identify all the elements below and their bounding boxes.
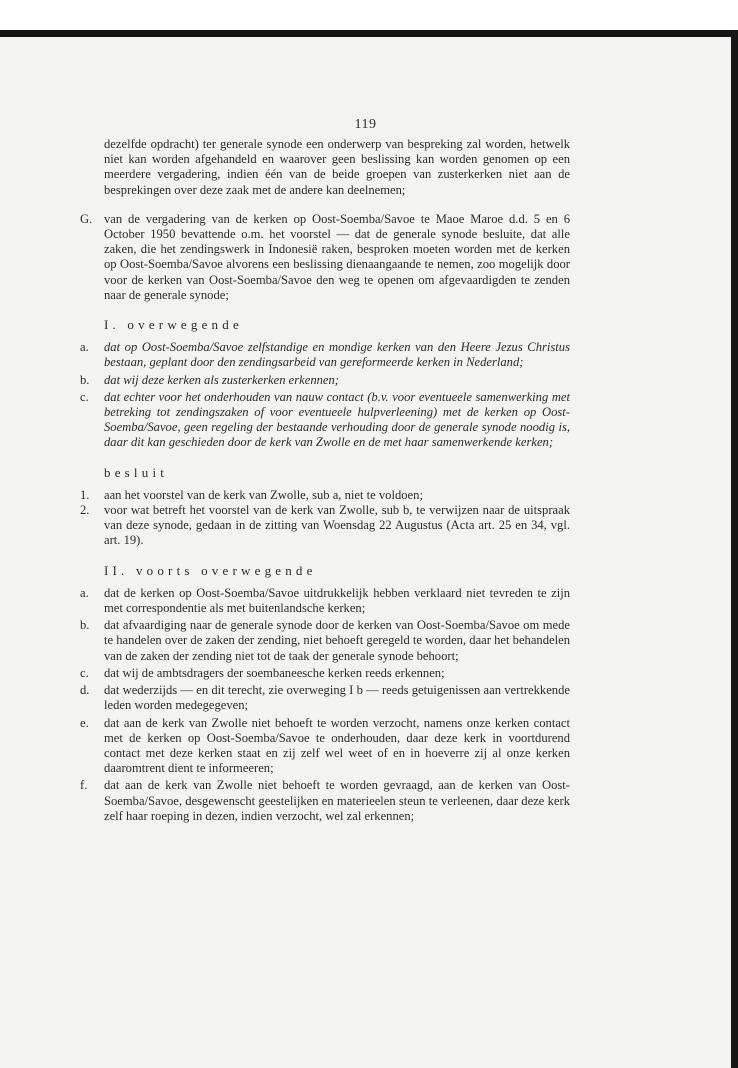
item-label: d.	[80, 683, 90, 698]
list-item	[80, 716, 570, 777]
decisions-list	[80, 488, 570, 549]
item-text: dat wij deze kerken als zusterkerken erkennen;	[104, 372, 340, 387]
item-text: dat op Oost-Soemba/Savoe zelfstandige en mondige kerken van den Heere Jezus Christus bestaan, geplant door den zendingsarbeid van gereformeerde kerken in Nederland;	[104, 340, 570, 370]
scan-border-right	[731, 30, 738, 1068]
item-text: dat afvaardiging naar de generale synode door de kerken van Oost-Soemba/Savoe om mede te handelen over de zaken der zending, niet behoeft geregeld te worden, daar het behandelen van de zaken der zending niet tot de taak der generale synode behoort;	[104, 618, 570, 663]
list-item	[80, 503, 570, 549]
item-label: c.	[80, 665, 89, 680]
list-item	[80, 666, 570, 681]
item-text: voor wat betreft het voorstel van de kerk van Zwolle, sub b, te verwijzen naar de uitspraak van deze synode, gedaan in de zitting van Woensdag 22 Augustus (Acta art. 25 en 34, vgl. art. 19).	[104, 503, 570, 548]
item-label: 1.	[80, 487, 90, 502]
list-item	[80, 618, 570, 664]
item-text: dat de kerken op Oost-Soemba/Savoe uitdrukkelijk hebben verklaard niet tevreden te zijn met correspondentie als met buitenlandsche kerken;	[104, 585, 570, 616]
considerations-1-list	[80, 340, 570, 450]
item-label: a.	[80, 585, 89, 600]
list-item	[80, 586, 570, 616]
item-label: e.	[80, 715, 89, 730]
item-text: van de vergadering van de kerken op Oost-Soemba/Savoe te Maoe Maroe d.d. 5 en 6 October 1950 bevattende o.m. het voorstel — dat de generale synode besluite, dat alle zaken, die het zendingswerk in Indonesië raken, besproken moeten worden met de kerken op Oost-Soemba/Savoe alvorens een beslissing dienaangaande te nemen, zoo mogelijk door voor de kerken van Oost-Soemba/Savoe den weg te openen om afgevaardigden te zenden naar de generale synode;	[104, 211, 570, 302]
item-text: dat echter voor het onderhouden van nauw contact (b.v. voor eventueele samenwerking met betreking tot zendingszaken of voor eventueele hulpverleening) met de kerken op Oost-Soemba/Savoe, geen regeling der bestaande verhouding door de generale synode noodig is, daar dit kan geschieden door de kerk van Zwolle en de met haar samenwerkende kerken;	[104, 389, 570, 450]
item-label: G.	[80, 211, 93, 226]
item-label: b.	[80, 618, 90, 633]
considerations-2-list	[80, 586, 570, 824]
item-text: dat aan de kerk van Zwolle niet behoeft te worden gevraagd, aan de kerken van Oost-Soemba/Savoe, desgewenscht geestelijken en materieelen steun te verleenen, daar deze kerk zelf haar roeping in dezen, indien verzocht, wel zal erkennen;	[104, 778, 570, 823]
item-text: dat aan de kerk van Zwolle niet behoeft te worden verzocht, namens onze kerken contact met de kerken op Oost-Soemba/Savoe te onderhouden, daar deze kerk in voortdurend contact met deze kerken staat en zij zelf wel weet of en in hoeverre zij al onze kerken daaromtrent dient te informeeren;	[104, 715, 570, 776]
list-item	[80, 390, 570, 451]
item-text: dat wederzijds — en dit terecht, zie overweging I b — reeds getuigenissen aan vertrekkende leden worden medegegeven;	[104, 683, 570, 713]
intro-paragraph: dezelfde opdracht) ter generale synode een onderwerp van bespreking zal worden, hetwelk niet kan worden afgehandeld en waarover geen beslissing kan worden genomen op een meerdere vergadering, indien één van de beide groepen van zusterkerken niet aan de besprekingen over deze zaak met de andere kan deelnemen;	[104, 137, 570, 197]
list-item	[80, 683, 570, 713]
item-label: 2.	[80, 503, 90, 518]
page-body	[80, 137, 570, 824]
heading-voorts-overwegende: II. voorts overwegende	[104, 562, 317, 578]
page-number: 119	[354, 117, 377, 132]
list-item	[80, 778, 570, 824]
scan-border-top	[0, 30, 736, 37]
item-label: b.	[80, 372, 90, 387]
item-label: f.	[80, 778, 88, 793]
item-label: c.	[80, 389, 89, 404]
heading-besluit: besluit	[104, 464, 169, 480]
heading-overwegende: I. overwegende	[104, 317, 243, 333]
list-item	[80, 340, 570, 370]
item-g	[80, 212, 570, 303]
item-label: a.	[80, 340, 89, 355]
list-item	[80, 373, 570, 388]
item-text: aan het voorstel van de kerk van Zwolle, sub a, niet te voldoen;	[104, 487, 423, 502]
document-page	[0, 37, 731, 1068]
item-text: dat wij de ambtsdragers der soembaneesche kerken reeds erkennen;	[104, 665, 445, 680]
list-item	[80, 488, 570, 503]
